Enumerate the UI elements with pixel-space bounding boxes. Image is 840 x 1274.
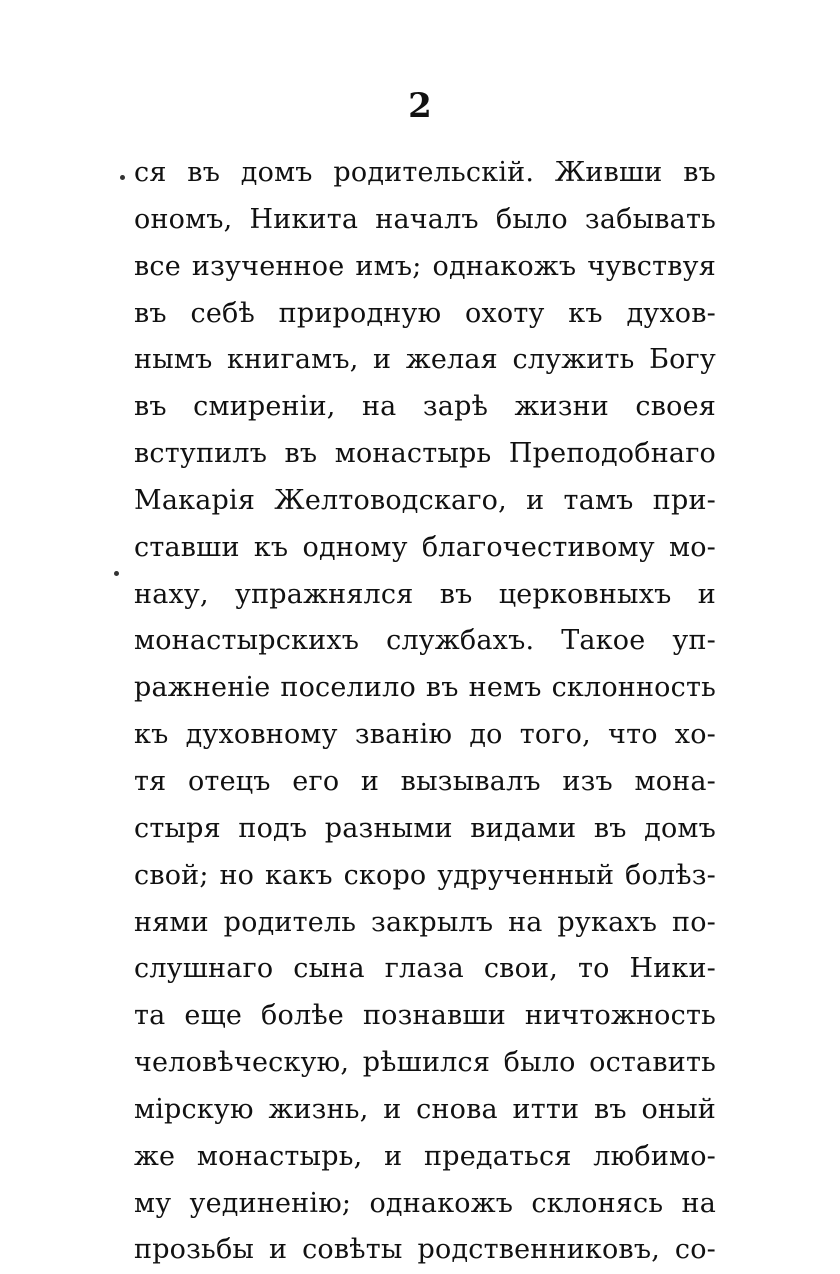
text-line: ономъ, Никита началъ было забывать xyxy=(134,203,716,235)
text-line: слушнаго сына глаза свои, то Ники- xyxy=(134,953,716,985)
text-line: стыря подъ разными видами въ домъ xyxy=(134,812,716,844)
text-line: наху, упражнялся въ церковныхъ и xyxy=(134,578,716,610)
text-line: Макарія Желтоводскаго, и тамъ при- xyxy=(134,484,716,516)
text-line: вступилъ въ монастырь Преподобнаго xyxy=(134,438,716,470)
text-line: му уединенію; однакожъ склонясь на xyxy=(134,1187,716,1219)
text-line: же монастырь, и предаться любимо- xyxy=(134,1140,716,1172)
text-line: ставши къ одному благочестивому мо- xyxy=(134,531,716,563)
margin-mark xyxy=(114,571,119,576)
margin-mark xyxy=(120,175,125,180)
text-line: монастырскихъ службахъ. Такое уп- xyxy=(134,625,716,657)
text-line: ражненіе поселило въ немъ склонность xyxy=(134,672,716,704)
text-line: ся въ домъ родительскій. Живши въ xyxy=(134,157,716,188)
text-line: къ духовному званію до того, что хо- xyxy=(134,719,716,751)
text-line: все изученное имъ; однакожъ чувствуя xyxy=(134,250,716,282)
text-line: въ смиреніи, на зарѣ жизни своея xyxy=(134,391,716,423)
text-line: свой; но какъ скоро удрученный болѣз- xyxy=(134,859,716,891)
text-line: нями родитель закрылъ на рукахъ по- xyxy=(134,906,716,938)
text-line: нымъ книгамъ, и желая служить Богу xyxy=(134,344,716,376)
text-line: та еще болѣе познавши ничтожность xyxy=(134,1000,716,1032)
text-line: мірскую жизнь, и снова итти въ оный xyxy=(134,1093,716,1125)
text-line: тя отецъ его и вызывалъ изъ мона- xyxy=(134,765,716,797)
text-line: въ себѣ природную охоту къ духов- xyxy=(134,297,716,329)
text-line: человѣческую, рѣшился было оставить xyxy=(134,1047,716,1079)
text-line: прозьбы и совѣты родственниковъ, со- xyxy=(134,1234,716,1266)
body-text xyxy=(134,150,716,1274)
page-number: 2 xyxy=(408,86,432,126)
